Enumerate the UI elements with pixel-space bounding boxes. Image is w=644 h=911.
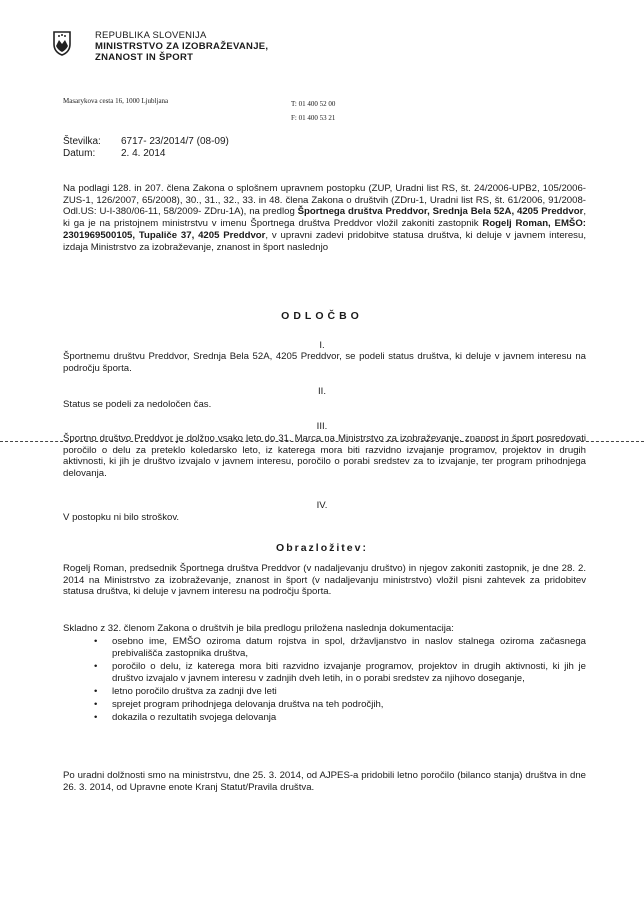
list-item: • letno poročilo društva za zadnji dve leti [94, 685, 277, 697]
list-item-text: letno poročilo društva za zadnji dve leti [112, 685, 277, 697]
coat-of-arms-icon [52, 30, 72, 56]
list-item-text: poročilo o delu, iz katerega mora biti razvidno izvajanje programov, projektov in drugih aktivnosti, ki jih je društvo izvajalo v javnem interesu v zadnjih dveh letih, in o porabi sredstev za njihovo doseganje, [112, 660, 586, 684]
decision-item-3: Športno društvo Preddvor je dolžno vsako leto do 31. Marca na Ministrstvo za izobraževanje, znanost in šport posredovati poročilo o delu za preteklo koledarsko leto, iz katerega mora biti razvidno izvajanje programov, projektov in drugih aktivnosti, ki jih je društvo izvajalo v javnem interesu, poročilo o porabi sredstev za to izvajanje, ter program prihodnjega delovanja. [63, 433, 586, 480]
decision-numeral-4: IV. [316, 500, 328, 511]
list-item: • poročilo o delu, iz katerega mora biti razvidno izvajanje programov, projektov in drugih aktivnosti, ki jih je društvo izvajalo v javnem interesu v zadnjih dveh letih, in o porabi sredstev za njihovo doseganje, [94, 660, 586, 684]
reference-value: 6717- 23/2014/7 (08-09) [121, 136, 229, 147]
list-item: • osebno ime, EMŠO oziroma datum rojstva in spol, državljanstvo in naslov stalnega oziroma začasnega prebivališča zastopnika društva, [94, 636, 586, 659]
documentation-list [90, 636, 586, 725]
decision-title: ODLOČBO [281, 310, 363, 322]
decision-item-4: V postopku ni bilo stroškov. [63, 512, 180, 523]
date-label: Datum: [63, 148, 96, 159]
intro-paragraph [63, 183, 586, 253]
list-item: • sprejet program prihodnjega delovanja društva na teh področjih, [94, 699, 384, 711]
list-item-text: osebno ime, EMŠO oziroma datum rojstva in spol, državljanstvo in naslov stalnega oziroma začasnega prebivališča zastopnika društva, [112, 636, 586, 659]
list-item: • dokazila o rezultatih svojega delovanja [94, 712, 277, 724]
reference-row [63, 136, 229, 148]
reasoning-paragraph-1: Rogelj Roman, predsednik Športnega društva Preddvor (v nadaljevanju društvo) in njegov zakoniti zastopnik, je dne 28. 2. 2014 na Ministrstvo za izobraževanje, znanost in šport (v nadaljevanju ministrstvo) vložil pisni zahtevek za pridobitev statusa društva, ki deluje v javnem interesu na področju športa. [63, 563, 586, 598]
reasoning-title: Obrazložitev: [276, 542, 368, 554]
document-meta [63, 136, 229, 160]
list-item-text: sprejet program prihodnjega delovanja društva na teh področjih, [112, 699, 384, 711]
decision-numeral-2: II. [318, 386, 326, 397]
decision-numeral-3: III. [316, 421, 328, 432]
ministry-name-line1: MINISTRSTVO ZA IZOBRAŽEVANJE, [95, 41, 269, 52]
reasoning-paragraph-2: Skladno z 32. členom Zakona o društvih je bila predlogu priložena naslednja dokumentacija: [63, 623, 454, 634]
intro-representative: Rogelj Roman, EMŠO: 2301969500105, Tupaliče 37, 4205 Preddvor [63, 218, 586, 241]
decision-item-1: Športnemu društvu Preddvor, Srednja Bela 52A, 4205 Preddvor, se podeli status društva, ki deluje v javnem interesu na področju športa. [63, 351, 586, 374]
decision-item-2: Status se podeli za nedoločen čas. [63, 399, 212, 410]
reference-label: Številka: [63, 136, 101, 147]
ministry-header [95, 30, 268, 63]
reasoning-paragraph-3: Po uradni dolžnosti smo na ministrstvu, dne 25. 3. 2014, od AJPES-a pridobili letno poročilo (bilanco stanja) društva in dne 26. 3. 2014, od Upravne enote Kranj Statut/Pravila društva. [63, 770, 586, 793]
intro-text-2: , ki ga je na pristojnem ministrstvu v imenu Športnega društva Preddvor vložil zakoniti zastopnik [63, 206, 586, 230]
date-row [63, 148, 229, 160]
date-value: 2. 4. 2014 [121, 148, 166, 159]
fax-number: F: 01 400 53 21 [291, 114, 336, 122]
country-name: REPUBLIKA SLOVENIJA [95, 30, 207, 41]
phone-number: T: 01 400 52 00 [291, 100, 336, 108]
ministry-address: Masarykova cesta 16, 1000 Ljubljana [63, 97, 169, 105]
ministry-name-line2: ZNANOST IN ŠPORT [95, 52, 194, 63]
intro-text-3: , v upravni zadevi pridobitve statusa društva, ki deluje v javnem interesu, izdaja Ministrstvo za izobraževanje, znanost in šport naslednjo [63, 229, 586, 253]
intro-text-1: Na podlagi 128. in 207. člena Zakona o splošnem upravnem postopku (ZUP, Uradni list RS, št. 24/2006-UPB2, 105/2006-ZUS-1, 126/2007, 65/2008), 30., 31., 32., 33. in 48. člena Zakona o društvih (ZDru-1, Uradni list RS, št. 61/2006, 91/2008-Odl.US: U-I-380/06-11, 58/2009- ZDru-1A), na predlog [63, 183, 586, 218]
decision-numeral-1: I. [319, 340, 325, 351]
contact-block [291, 97, 335, 125]
list-item-text: dokazila o rezultatih svojega delovanja [112, 712, 277, 724]
intro-society-name: Športnega društva Preddvor, Srednja Bela 52A, 4205 Preddvor [297, 206, 584, 218]
